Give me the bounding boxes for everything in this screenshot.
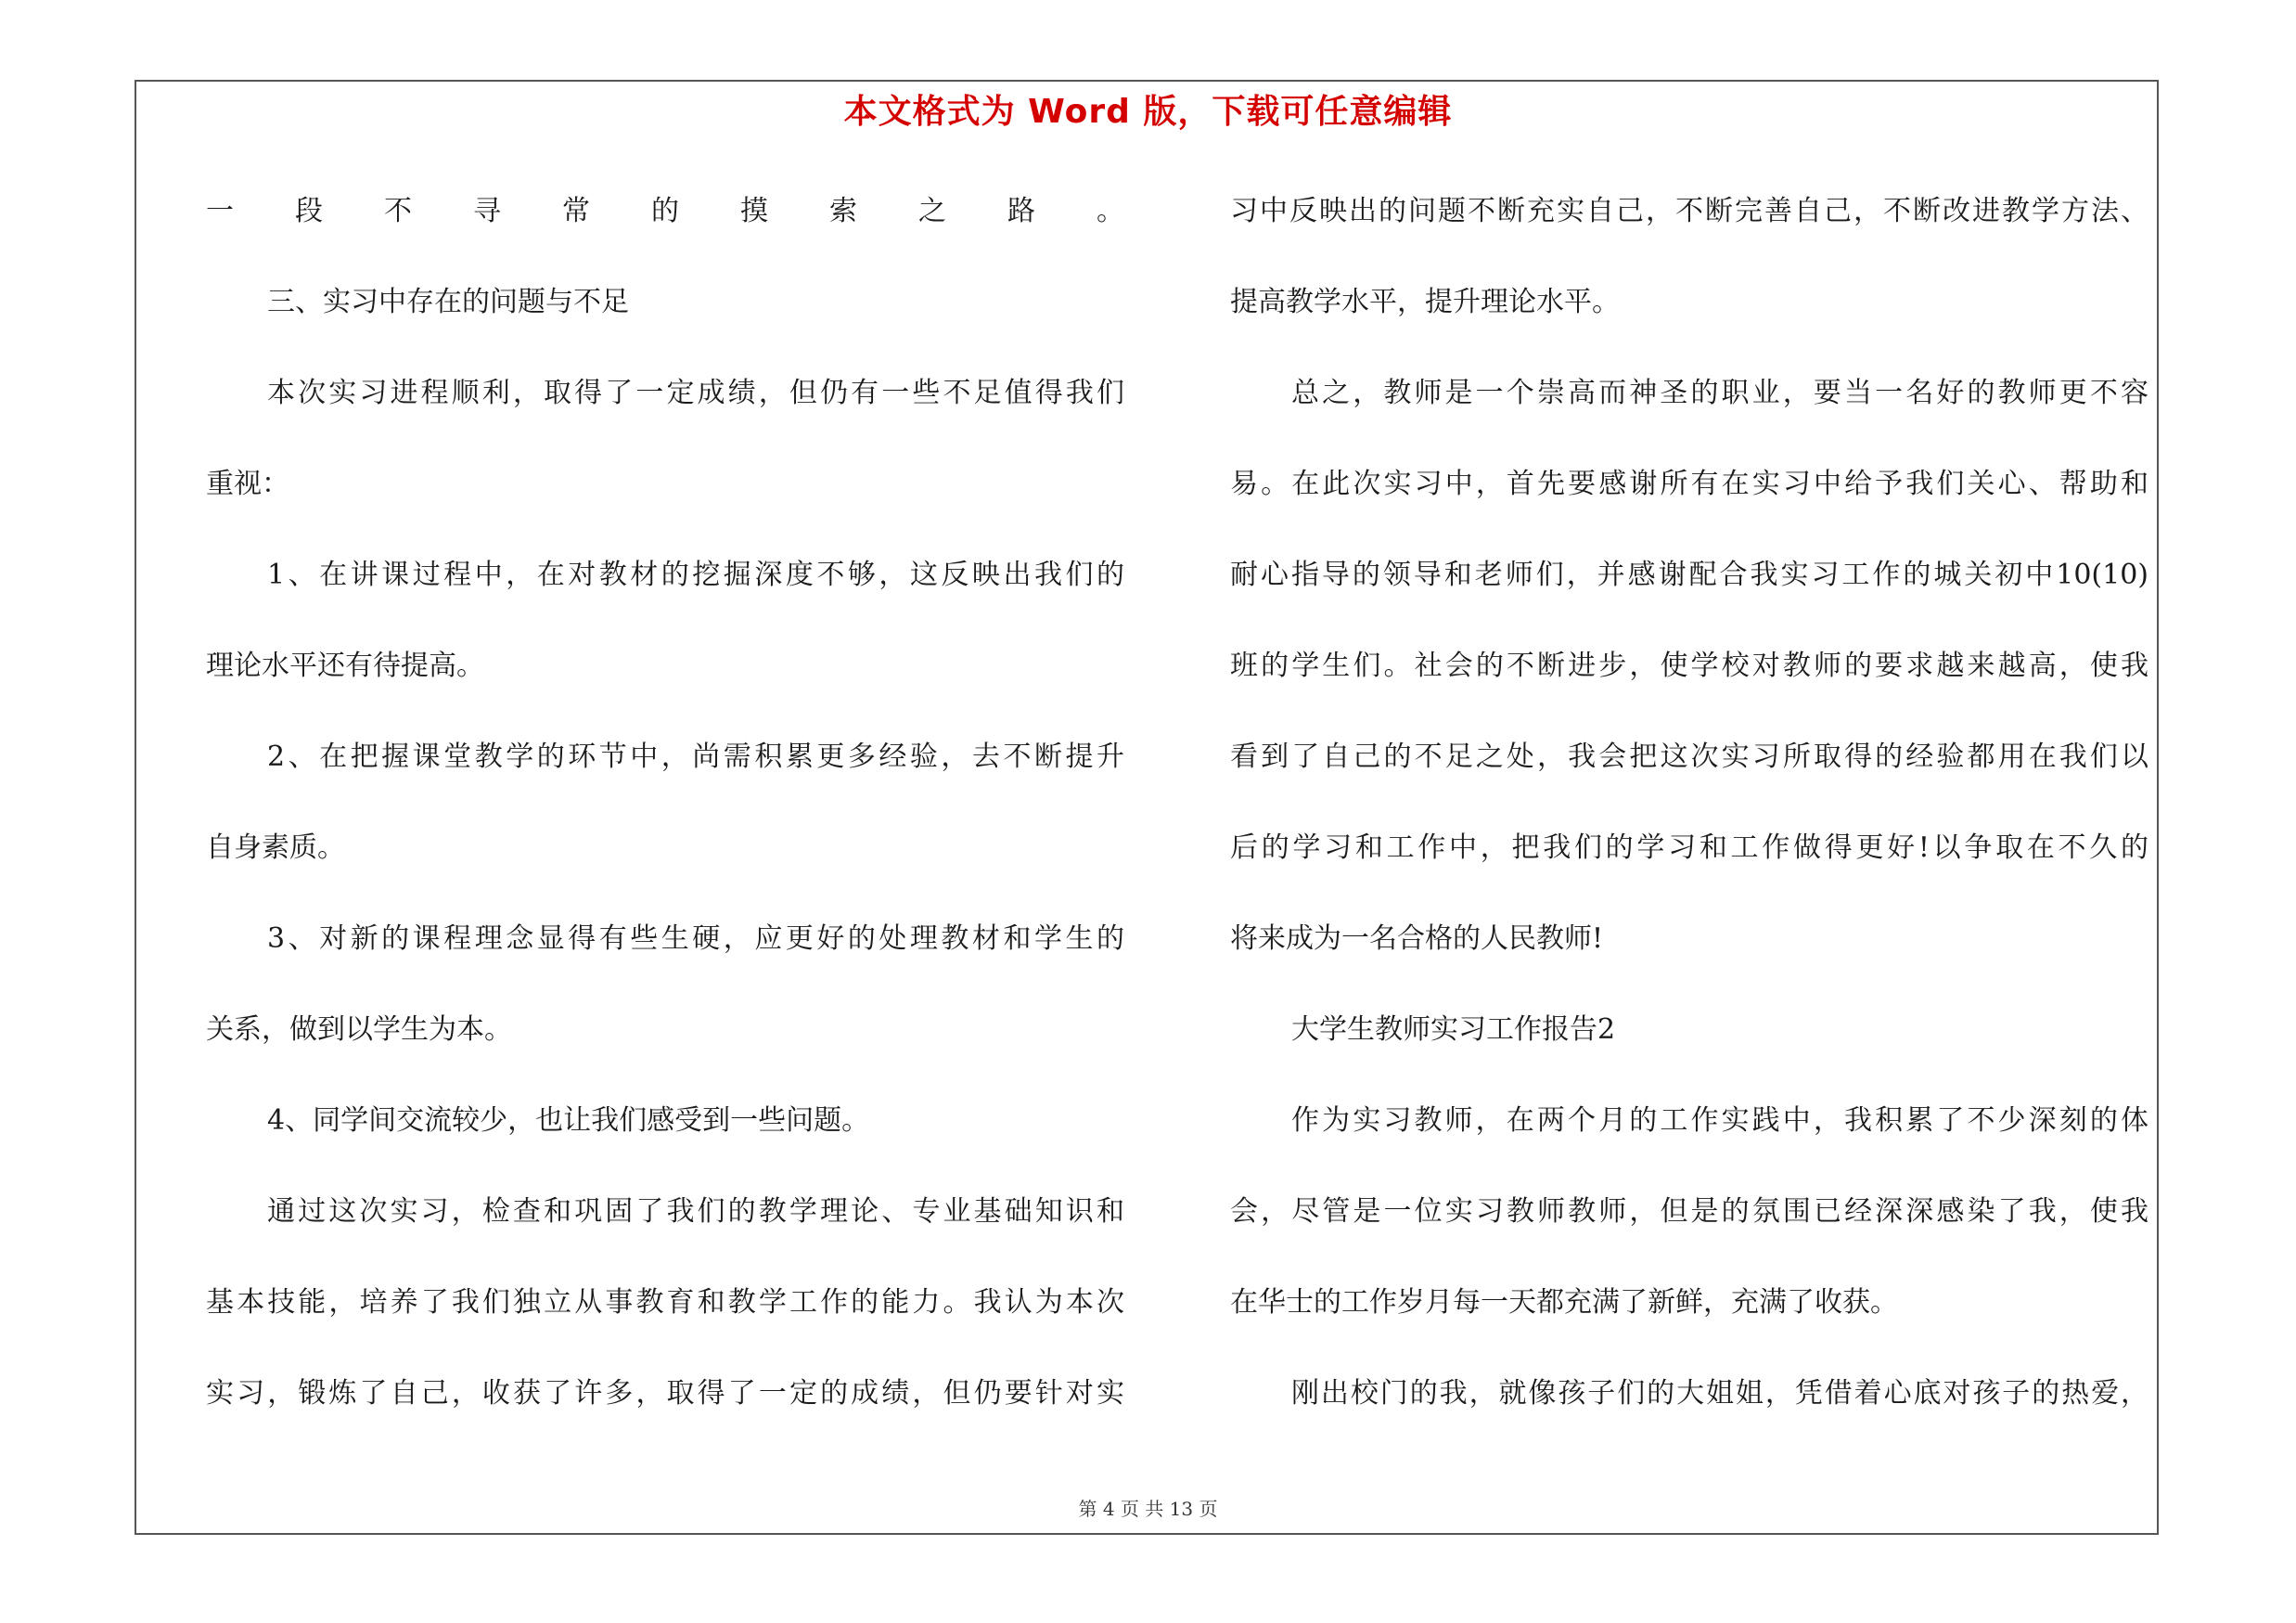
text-line: 习中反映出的问题不断充实自己，不断完善自己，不断改进教学方法、 (1230, 195, 2148, 227)
right-column (1230, 184, 2148, 1457)
left-column (206, 184, 1124, 1457)
text-line: 会，尽管是一位实习教师教师，但是的氛围已经深深感染了我，使我 (1230, 1195, 2148, 1228)
section-heading: 三、实习中存在的问题与不足 (267, 286, 629, 318)
text-line: 将来成为一名合格的人民教师! (1230, 922, 1604, 955)
text-line: 4、同学间交流较少，也让我们感受到一些问题。 (267, 1104, 870, 1137)
text-line: 提高教学水平，提升理论水平。 (1230, 286, 1620, 318)
text-line: 作为实习教师，在两个月的工作实践中，我积累了不少深刻的体 (1291, 1104, 2148, 1137)
text-line: 一段不寻常的摸索之路。 (206, 195, 1124, 227)
text-line: 重视： (206, 468, 289, 500)
section-heading: 大学生教师实习工作报告2 (1291, 1013, 1616, 1046)
header-banner: 本文格式为 Word 版，下载可任意编辑 (843, 93, 1453, 131)
text-line: 理论水平还有待提高。 (206, 650, 484, 682)
text-line: 看到了自己的不足之处，我会把这次实习所取得的经验都用在我们以 (1230, 741, 2148, 773)
text-line: 自身素质。 (206, 831, 345, 864)
text-line: 3、对新的课程理念显得有些生硬，应更好的处理教材和学生的 (267, 922, 1124, 955)
text-line: 耐心指导的领导和老师们，并感谢配合我实习工作的城关初中10(10) (1230, 559, 2148, 591)
text-line: 总之，教师是一个崇高而神圣的职业，要当一名好的教师更不容 (1291, 377, 2148, 409)
text-line: 基本技能，培养了我们独立从事教育和教学工作的能力。我认为本次 (206, 1286, 1124, 1319)
text-line: 2、在把握课堂教学的环节中，尚需积累更多经验，去不断提升 (267, 741, 1124, 773)
text-line: 在华士的工作岁月每一天都充满了新鲜，充满了收获。 (1230, 1286, 1898, 1319)
text-line: 易。在此次实习中，首先要感谢所有在实习中给予我们关心、帮助和 (1230, 468, 2148, 500)
text-line: 本次实习进程顺利，取得了一定成绩，但仍有一些不足值得我们 (267, 377, 1124, 409)
page-number: 第 4 页 共 13 页 (1078, 1498, 1218, 1520)
text-line: 1、在讲课过程中，在对教材的挖掘深度不够，这反映出我们的 (267, 559, 1124, 591)
text-line: 班的学生们。社会的不断进步，使学校对教师的要求越来越高，使我 (1230, 650, 2148, 682)
text-line: 后的学习和工作中，把我们的学习和工作做得更好!以争取在不久的 (1230, 831, 2148, 864)
text-line: 通过这次实习，检查和巩固了我们的教学理论、专业基础知识和 (267, 1195, 1124, 1228)
text-line: 实习，锻炼了自己，收获了许多，取得了一定的成绩，但仍要针对实 (206, 1377, 1124, 1410)
text-line: 刚出校门的我，就像孩子们的大姐姐，凭借着心底对孩子的热爱， (1291, 1377, 2148, 1410)
text-line: 关系，做到以学生为本。 (206, 1013, 512, 1046)
